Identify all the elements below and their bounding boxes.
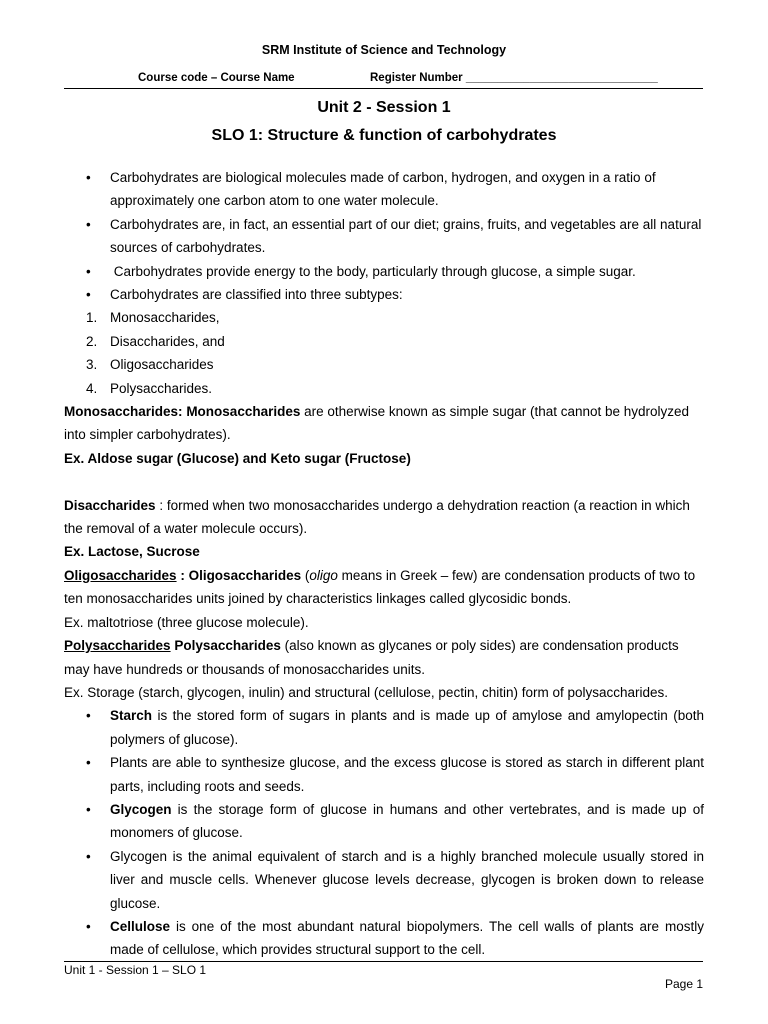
mono-term: Monosaccharides [186,404,301,420]
bullet-text: Carbohydrates are biological molecules made of carbon, hydrogen, and oxygen in a ratio of approximately one carbon atom to one water molecule. [110,170,656,209]
bullet-body: Glycogen is the animal equivalent of starch and is a highly branched molecule usually stored in liver and muscle cells. Whenever glucose levels decrease, glycogen is broken down to release glucose. [110,848,704,911]
item-number: 3. [86,357,98,373]
di-term: Disaccharides [64,497,156,513]
bullet-text: Carbohydrates are classified into three subtypes: [110,287,403,303]
list-item [64,704,704,751]
item-number: 2. [86,333,98,349]
mono-text: are otherwise known as simple sugar (that cannot be hydrolyzed into simpler carbohydrates). [64,404,690,443]
bullet-body: is one of the most abundant natural biopolymers. The cell walls of plants are mostly made of cellulose, which provides structural support to the cell. [110,918,704,958]
register-number: Register Number ______________________________ [370,72,658,84]
poly-text: (also known as glycanes or poly sides) are condensation products may have hundreds or thousands of monosaccharides units. [64,638,679,677]
bullet-body: is the stored form of sugars in plants and is made up of amylose and amylopectin (both polymers of glucose). [110,708,704,747]
bullet-icon: • [86,801,91,817]
list-item [64,283,704,306]
bullet-text [110,845,704,915]
bullet-body: Plants are able to synthesize glucose, and the excess glucose is stored as starch in different plant parts, including roots and seeds. [110,755,704,794]
list-item [64,166,704,213]
poly-example: Ex. Storage (starch, glycogen, inulin) and structural (cellulose, pectin, chitin) form of polysaccharides. [64,684,669,700]
bullet-icon: • [86,848,91,864]
numbered-item [64,377,704,400]
poly-term: Polysaccharides [170,638,281,654]
course-code: Course code – Course Name [138,72,295,84]
bullet-icon: • [86,216,91,232]
list-item [64,213,704,260]
di-example: Ex. Lactose, Sucrose [64,544,200,560]
di-paragraph [64,494,704,541]
bullet-bold: Starch [110,708,153,724]
institution-name: SRM Institute of Science and Technology [261,43,507,57]
oligo-open: ( [301,567,310,583]
list-item [64,798,704,845]
bullet-bold: Cellulose [110,918,171,934]
oligo-term: Oligosaccharides [188,567,302,583]
page-number: Page 1 [665,977,704,991]
bullet-icon: • [86,263,91,279]
bullet-text: Carbohydrates provide energy to the body, particularly through glucose, a simple sugar. [110,263,636,279]
list-item [64,915,704,962]
di-text: : formed when two monosaccharides undergo a dehydration reaction (a reaction in which the removal of a water molecule occurs). [64,497,690,537]
footer-session: Unit 1 - Session 1 – SLO 1 [64,963,207,977]
bullet-icon: • [86,755,91,771]
oligo-text: means in Greek – few) are condensation products of two to ten monosaccharides units joined by characteristics linkages called glycosidic bonds. [64,567,696,607]
oligo-heading: Oligosaccharides [64,567,177,583]
numbered-text: Monosaccharides, [110,310,220,326]
course-header-row [64,72,703,89]
numbered-item [64,353,704,376]
oligo-paragraph [64,564,704,611]
bullet-icon: • [86,918,91,934]
mono-paragraph [64,400,704,447]
oligo-italic: oligo [309,567,338,583]
poly-heading: Polysaccharides [64,638,171,654]
mono-label: Monosaccharides: [64,404,183,420]
oligo-example: Ex. maltotriose (three glucose molecule). [64,614,309,630]
numbered-text: Disaccharides, and [110,333,225,349]
poly-paragraph [64,634,704,681]
bullet-text [110,915,704,962]
numbered-item [64,306,704,329]
document-body [64,166,704,962]
bullet-icon: • [86,170,91,185]
item-number: 4. [86,380,98,396]
bullet-icon: • [86,287,91,303]
bullet-text [110,798,704,845]
spacer [64,470,704,493]
bullet-icon: • [86,708,91,724]
oligo-sep: : [176,567,189,583]
mono-example: Ex. Aldose sugar (Glucose) and Keto sugar (Fructose) [64,450,411,466]
numbered-text: Oligosaccharides [110,357,214,373]
bullet-bold: Glycogen [110,801,172,817]
bullet-text: Carbohydrates are, in fact, an essential part of our diet; grains, fruits, and vegetables are all natural sources of carbohydrates. [110,216,702,256]
footer-divider [64,961,703,962]
item-number: 1. [86,310,98,326]
bullet-body: is the storage form of glucose in humans and other vertebrates, and is made up of monomers of glucose. [110,801,704,841]
bullet-text [110,704,704,751]
numbered-text: Polysaccharides. [110,380,213,396]
list-item [64,260,704,283]
numbered-item [64,330,704,353]
list-item [64,845,704,915]
slo-title: SLO 1: Structure & function of carbohydrates [211,127,557,144]
unit-title: Unit 2 - Session 1 [317,99,451,116]
list-item [64,751,704,798]
bullet-text [110,751,704,798]
